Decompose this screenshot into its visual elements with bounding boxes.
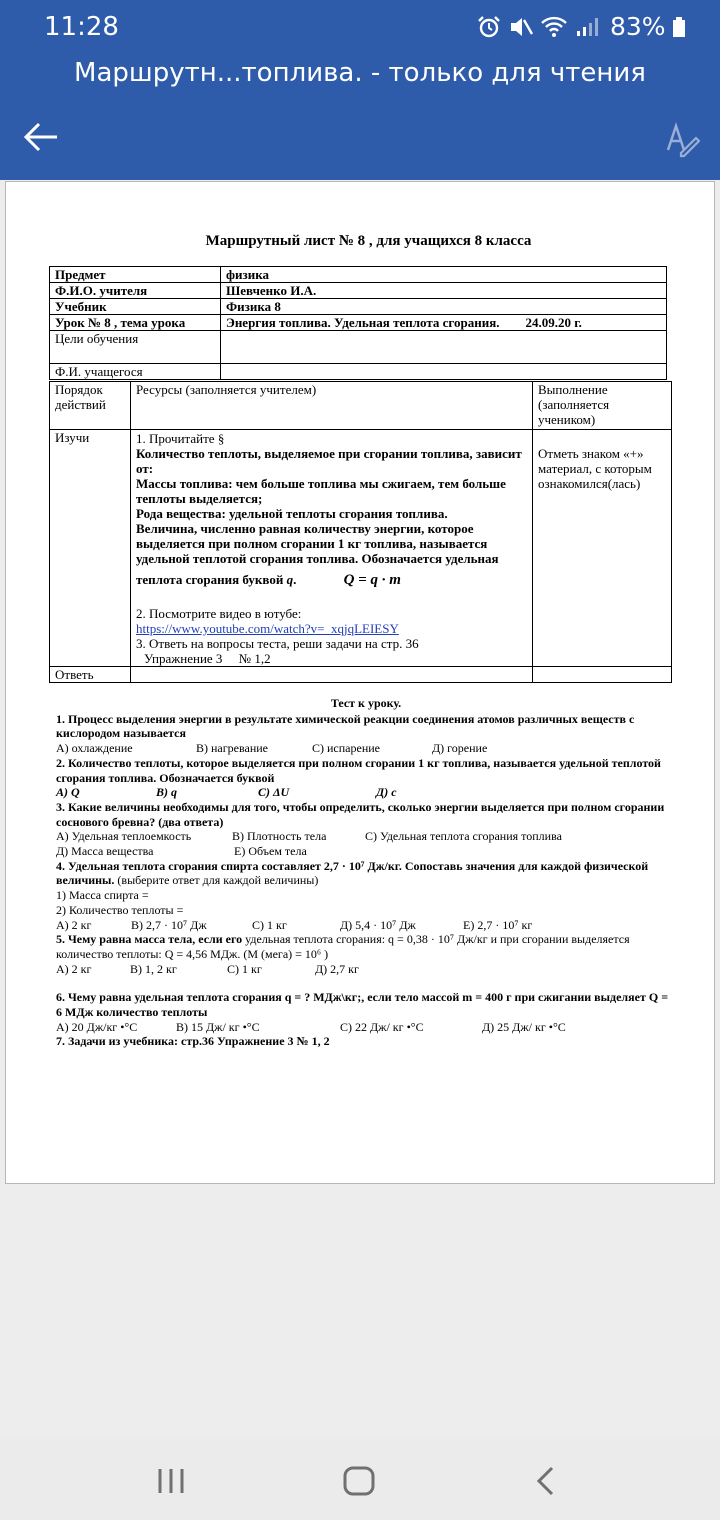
table-row (50, 283, 667, 299)
option: В) 2,7 · 10⁷ Дж (131, 917, 207, 932)
answer-options (56, 785, 676, 800)
option: А) 20 Дж/кг •°С (56, 1019, 138, 1034)
theory-line: Массы топлива: чем больше топлива мы сжигаем, тем больше теплоты выделяется; (136, 476, 506, 506)
info-label: Ф.И.О. учителя (50, 283, 221, 299)
edit-pen-icon[interactable] (664, 120, 700, 158)
option: Д) c (376, 785, 397, 800)
table-row (50, 430, 672, 667)
app-header (0, 0, 720, 180)
option: С) 1 кг (227, 961, 262, 976)
question-5-rest: удельная теплота сгорания: q = 0,38 · 10⁷ Дж/кг и при сгорании выделяется количество теплоты: Q = 4,56 МДж. (М (мега) = 10⁶ ) (56, 932, 630, 961)
info-label: Предмет (50, 267, 221, 283)
option: Е) 2,7 · 10⁷ кг (463, 917, 533, 932)
recents-icon[interactable] (154, 1465, 188, 1497)
theory-line: Количество теплоты, выделяемое при сгорании топлива, зависит от: (136, 446, 522, 476)
step-3: 3. Ответь на вопросы теста, реши задачи на стр. 36 (136, 636, 419, 651)
symbol-text: теплота сгорания буквой (136, 572, 284, 587)
resource-table (49, 381, 672, 683)
info-label: Урок № 8 , тема урока (50, 315, 221, 331)
table-header: Порядок действий (50, 382, 131, 430)
option: С) испарение (312, 741, 380, 756)
answer-options (56, 741, 676, 756)
option: Е) Объем тела (234, 844, 307, 859)
option: В) нагревание (196, 741, 268, 756)
document-page[interactable] (5, 181, 715, 1184)
info-value: Шевченко И.А. (221, 283, 667, 299)
signal-icon (574, 14, 600, 40)
answer-options (56, 918, 676, 933)
option: А) охлаждение (56, 741, 133, 756)
document-title: Маршрутн...топлива. - только для чтения (74, 58, 646, 88)
formula: Q = q · m (343, 572, 401, 588)
video-link[interactable]: https://www.youtube.com/watch?v=_xqjqLEIESY (136, 621, 399, 636)
option: В) q (156, 785, 177, 800)
resources-cell (131, 430, 533, 667)
table-row (50, 315, 667, 331)
theory-line: Величина, численно равная количеству энергии, которое выделяется при полном сгорании 1 кг топлива, называется удельной теплотой сгорания топлива. Обозначается удельная (136, 521, 499, 566)
answer-options (56, 829, 676, 844)
answer-options (56, 844, 676, 859)
alarm-icon (476, 14, 502, 40)
table-row (50, 667, 672, 683)
question-5 (56, 932, 676, 961)
table-row (50, 382, 672, 430)
option: В) Плотность тела (232, 829, 327, 844)
answer-cell (533, 667, 672, 683)
question-1: 1. Процесс выделения энергии в результате химической реакции соединения атомов различных веществ с кислородом называется (56, 711, 635, 741)
wifi-icon (540, 14, 568, 40)
table-header: Ресурсы (заполняется учителем) (131, 382, 533, 430)
table-row (50, 299, 667, 315)
nav-back-icon[interactable] (530, 1465, 564, 1497)
question-5-text: 5. Чему равна масса тела, если его (56, 932, 243, 947)
page-title: Маршрутный лист № 8 , для учащихся 8 класса (205, 233, 532, 249)
step-3-exercise: Упражнение 3 № 1,2 (144, 651, 271, 666)
theory-line: Рода вещества: удельной теплоты сгорания топлива. (136, 506, 448, 521)
info-value: Физика 8 (221, 299, 667, 315)
info-label: Учебник (50, 299, 221, 315)
completion-cell (533, 430, 672, 667)
question-4-text: 4. Удельная теплота сгорания спирта составляет 2,7 · 10⁷ Дж/кг. Сопоставь значения для каждой физической величины. (56, 858, 649, 888)
option: Д) Масса вещества (56, 844, 154, 859)
option: А) Q (56, 785, 80, 800)
info-value (221, 364, 667, 380)
status-time: 11:28 (44, 12, 119, 42)
question-4 (56, 859, 676, 888)
question-2: 2. Количество теплоты, которое выделяется при полном сгорании 1 кг топлива, называется удельной теплотой сгорания топлива. Обозначается буквой (56, 755, 661, 785)
test-title: Тест к уроку. (330, 696, 402, 710)
option: А) Удельная теплоемкость (56, 829, 192, 844)
option: В) 1, 2 кг (130, 961, 177, 976)
question-6: 6. Чему равна удельная теплота сгорания q = ? МДж\кг;, если тело массой m = 400 г при сжигании выделяет Q = 6 МДж количество теплоты (56, 990, 669, 1020)
status-icons (476, 12, 686, 41)
info-value: Энергия топлива. Удельная теплота сгорания. 24.09.20 г. (221, 315, 667, 331)
answer-options (56, 1020, 676, 1035)
info-label: Цели обучения (50, 331, 221, 364)
answer-cell (131, 667, 533, 683)
answer-options (56, 962, 676, 977)
row-label: Ответь (50, 667, 131, 683)
symbol-line: теплота сгорания буквой q. Q = q · m (136, 572, 401, 588)
option: С) Удельная теплота сгорания топлива (365, 829, 562, 844)
question-3: 3. Какие величины необходимы для того, чтобы определить, сколько энергии выделяется при полном сгорании соснового бревна? (два ответа) (56, 799, 665, 829)
system-nav-bar (0, 1437, 720, 1520)
info-label: Ф.И. учащегося (50, 364, 221, 380)
option: Д) 25 Дж/ кг •°С (482, 1019, 566, 1034)
info-value (221, 331, 667, 364)
info-table (49, 266, 667, 380)
q4-item: 1) Масса спирта = (56, 888, 149, 903)
row-label: Изучи (50, 430, 131, 667)
option: А) 2 кг (56, 917, 92, 932)
option: Д) 5,4 · 10⁷ Дж (340, 917, 416, 932)
battery-level: 83% (610, 12, 666, 41)
table-row (50, 331, 667, 364)
q4-item: 2) Количество теплоты = (56, 902, 184, 917)
mute-icon (508, 14, 534, 40)
test-section (56, 696, 676, 1049)
step-2: 2. Посмотрите видео в ютубе: (136, 606, 302, 621)
table-row (50, 267, 667, 283)
step-1: 1. Прочитайте § (136, 431, 225, 446)
option: С) 1 кг (252, 917, 287, 932)
option: В) 15 Дж/ кг •°С (176, 1019, 260, 1034)
option: Д) горение (432, 741, 488, 756)
battery-icon (672, 14, 686, 40)
info-value: физика (221, 267, 667, 283)
option: С) ΔU (258, 785, 290, 800)
table-row (50, 364, 667, 380)
option: А) 2 кг (56, 961, 92, 976)
back-arrow-icon[interactable] (22, 118, 60, 156)
option: Д) 2,7 кг (315, 961, 359, 976)
completion-text: Отметь знаком «+» материал, с которым ознакомился(лась) (538, 446, 652, 491)
question-4-note: (выберите ответ для каждой величины) (117, 873, 319, 888)
question-7: 7. Задачи из учебника: стр.36 Упражнение 3 № 1, 2 (56, 1034, 330, 1049)
home-icon[interactable] (342, 1465, 376, 1497)
table-header: Выполнение (заполняется учеником) (533, 382, 672, 430)
symbol-q: q (286, 572, 294, 587)
option: С) 22 Дж/ кг •°С (340, 1019, 424, 1034)
